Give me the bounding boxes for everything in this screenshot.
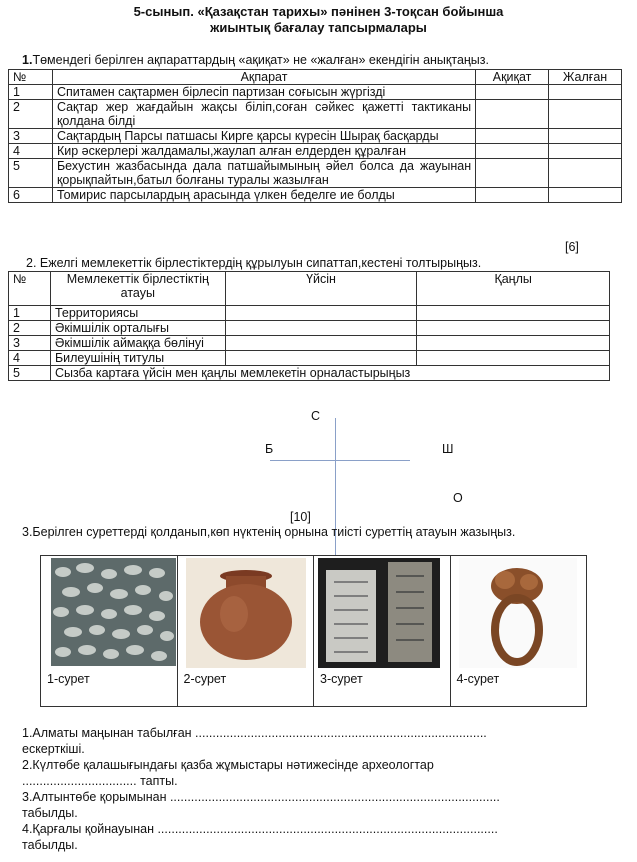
task3-questions [22,725,500,853]
kangly-cell[interactable] [417,351,610,366]
task3-heading: 3.Берілген суреттерді қолданып,көп нүктенің орнына тиісті суреттің атауын жазыңыз. [22,525,516,539]
row-number: 4 [9,351,51,366]
usun-cell[interactable] [225,336,417,351]
false-cell[interactable] [549,188,622,203]
table-row [9,306,610,321]
compass-east-label: Ш [442,442,454,456]
row-number: 2 [9,100,53,129]
usun-cell[interactable] [225,321,417,336]
table-row [9,321,610,336]
question-3-line-a: 3.Алтынтөбе қорымынан ............................................................................................... [22,790,500,804]
usun-cell[interactable] [225,351,417,366]
row-statement: Спитамен сақтармен бірлесіп партизан соғысын жүргізді [52,85,475,100]
table-row [9,366,610,381]
row-number: 4 [9,144,53,159]
usun-cell[interactable] [225,306,417,321]
question-4-line-a: 4.Қарғалы қойнауынан .................................................................................................. [22,822,498,836]
picture-3 [314,556,451,706]
true-cell[interactable] [476,159,549,188]
row-number: 5 [9,159,53,188]
picture-4-label: 4-сурет [456,672,500,686]
row-number: 5 [9,366,51,381]
question-2-line-a: 2.Күлтөбе қалашығындағы қазба жұмыстары нәтижесінде археологтар [22,758,434,772]
col-header-number: № [9,70,53,85]
compass-west-label: Б [265,442,274,456]
false-cell[interactable] [549,85,622,100]
row-statement: Бехустин жазбасында дала патшайымының әйел болса да жауынан қорықпайтын,батыл болғаны туралы жазылған [52,159,475,188]
false-cell[interactable] [549,159,622,188]
table-row [9,159,622,188]
kangly-cell[interactable] [417,321,610,336]
pictures-strip [40,555,587,707]
table-row [9,100,622,129]
row-number: 6 [9,188,53,203]
col-header-info: Ақпарат [52,70,475,85]
row-number: 3 [9,129,53,144]
picture-3-label: 3-сурет [320,672,363,686]
col-header-kangly: Қаңлы [417,272,610,306]
picture-1 [41,556,178,706]
false-cell[interactable] [549,100,622,129]
row-label: Территориясы [50,306,225,321]
row-number: 1 [9,306,51,321]
col-header-number: № [9,272,51,306]
task2-score: [10] [290,510,311,524]
col-header-usun: Үйсін [225,272,417,306]
task1-score: [6] [565,240,579,254]
stone-inscription-image [318,558,440,668]
true-cell[interactable] [476,129,549,144]
row-label: Билеушінің титулы [50,351,225,366]
row-number: 1 [9,85,53,100]
task2-header-row [9,272,610,306]
question-1-line-a: 1.Алматы маңынан табылған .................................................................................... [22,726,487,740]
table-row [9,351,610,366]
task1-table [8,69,622,203]
true-cell[interactable] [476,188,549,203]
true-cell[interactable] [476,144,549,159]
true-cell[interactable] [476,100,549,129]
question-4-line-b: табылды. [22,838,78,852]
golden-ring-image [459,558,577,668]
kangly-cell[interactable] [417,306,610,321]
compass-south-label: О [453,491,463,505]
row-statement: Томирис парсылардың арасында үлкен беделге ие болды [52,188,475,203]
question-3-line-b: табылды. [22,806,78,820]
false-cell[interactable] [549,129,622,144]
page-title-line1: 5-сынып. «Қазақстан тарихы» пәнінен 3-тоқсан бойынша [133,4,504,19]
picture-2 [178,556,315,706]
row-number: 3 [9,336,51,351]
table-row [9,129,622,144]
picture-4 [451,556,587,706]
table-row [9,188,622,203]
task1-text: Төмендегі берілген ақпараттардың «ақиқат» не «жалған» екендігін анықтаңыз. [32,53,489,67]
task1-number: 1. [22,53,33,67]
col-header-true: Ақиқат [476,70,549,85]
question-1-line-b: ескерткіші. [22,742,85,756]
row-label: Сызба картаға үйсін мен қаңлы мемлекетін орналастырыңыз [50,366,609,381]
col-header-false: Жалған [549,70,622,85]
row-statement: Сақтар жер жағдайын жақсы біліп,соған сәйкес қажетті тактиканы қолдана білді [52,100,475,129]
task2-table [8,271,610,381]
row-label: Әкімшілік аймаққа бөлінуі [50,336,225,351]
task1-heading [22,53,489,67]
picture-2-label: 2-сурет [183,672,227,686]
table-row [9,144,622,159]
task1-header-row [9,70,622,85]
row-number: 2 [9,321,51,336]
task2-heading: 2. Ежелгі мемлекеттік бірлестіктердің құрылуын сипаттап,кестені толтырыңыз. [26,256,482,270]
compass-north-label: С [311,409,321,423]
row-statement: Сақтардың Парсы патшасы Кирге қарсы күресін Шырақ басқарды [52,129,475,144]
kangly-cell[interactable] [417,336,610,351]
row-statement: Кир әскерлері жалдамалы,жаулап алған елдерден құралған [52,144,475,159]
page-title-line2: жиынтық бағалау тапсырмалары [210,20,427,35]
true-cell[interactable] [476,85,549,100]
picture-1-label: 1-сурет [47,672,90,686]
col-header-state-name: Мемлекеттік бірлестіктің атауы [50,272,225,306]
table-row [9,85,622,100]
table-row [9,336,610,351]
compass-horizontal-line [270,460,410,461]
question-2-line-b: ................................. тапты. [22,774,178,788]
row-label: Әкімшілік орталығы [50,321,225,336]
petroglyph-image [51,558,176,666]
false-cell[interactable] [549,144,622,159]
clay-jar-image [186,558,306,668]
